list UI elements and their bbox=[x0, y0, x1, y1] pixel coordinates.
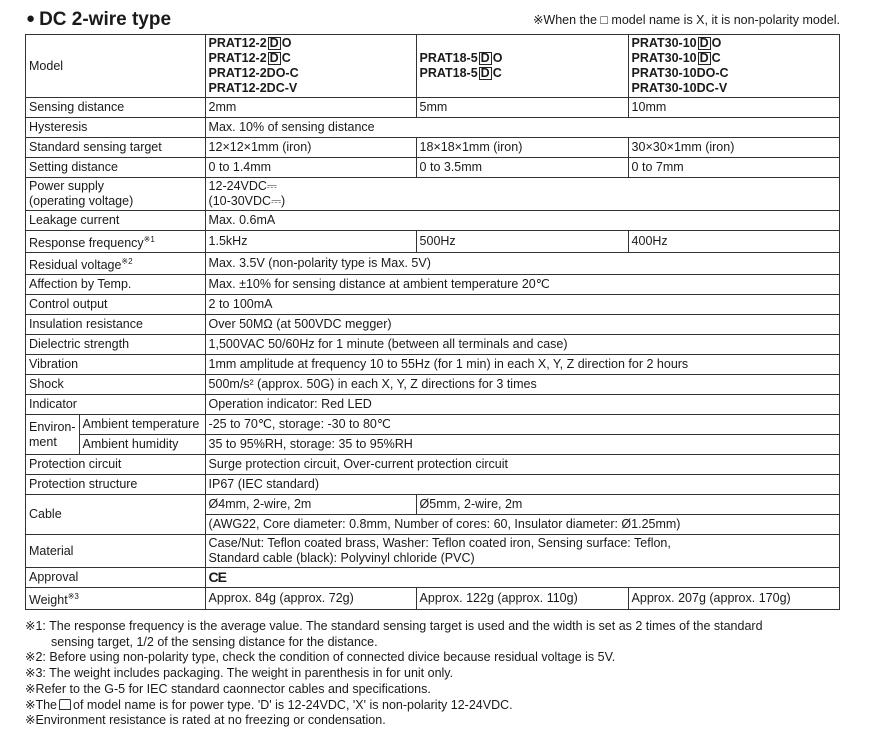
footnote: ※Refer to the G-5 for IEC standard caonnector cables and specifications. bbox=[25, 681, 431, 696]
ce-mark-icon: CE bbox=[208, 568, 226, 585]
section-title-text: DC 2-wire type bbox=[39, 9, 172, 30]
row-label: Cable bbox=[26, 495, 206, 535]
cell: Max. ±10% for sensing distance at ambient temperature 20℃ bbox=[205, 275, 839, 295]
cell-line: 12-24VDC⎓ bbox=[208, 179, 277, 193]
cell: 10mm bbox=[628, 98, 839, 118]
row-label: Vibration bbox=[26, 355, 206, 375]
footnote-text: ※The bbox=[25, 697, 58, 712]
boxed-letter: D bbox=[269, 36, 279, 50]
row-label: Sensing distance bbox=[26, 98, 206, 118]
boxed-letter: D bbox=[699, 36, 709, 50]
model-name: PRAT12-2DC-V bbox=[208, 81, 298, 95]
table-row bbox=[26, 315, 840, 335]
cell: (AWG22, Core diameter: 0.8mm, Number of cores: 60, Insulator diameter: Ø1.25mm) bbox=[205, 515, 839, 535]
row-label-line: Environ- bbox=[29, 419, 76, 434]
cell: Max. 3.5V (non-polarity type is Max. 5V) bbox=[205, 253, 839, 275]
power-type-box-icon bbox=[59, 699, 71, 710]
table-row bbox=[26, 35, 840, 98]
cell: 0 to 3.5mm bbox=[416, 158, 628, 178]
row-label: Shock bbox=[26, 375, 206, 395]
table-row bbox=[26, 355, 840, 375]
model-name: PRAT18-5 D O bbox=[419, 51, 503, 65]
table-row bbox=[26, 535, 840, 568]
cell: -25 to 70℃, storage: -30 to 80℃ bbox=[205, 415, 839, 435]
model-name: PRAT12-2 D C bbox=[208, 51, 291, 65]
footnote: ※2: Before using non-polarity type, check the condition of connected divice because residual voltage is 5V. bbox=[25, 650, 616, 665]
cell: 1.5kHz bbox=[205, 231, 416, 253]
table-row bbox=[26, 335, 840, 355]
row-label: Indicator bbox=[26, 395, 206, 415]
cell: 12×12×1mm (iron) bbox=[205, 138, 416, 158]
footnote-mark: ※2 bbox=[121, 257, 133, 266]
row-label: Setting distance bbox=[26, 158, 206, 178]
row-label-line: ment bbox=[29, 434, 57, 449]
row-label: Approval bbox=[26, 568, 206, 588]
cell: 30×30×1mm (iron) bbox=[628, 138, 839, 158]
row-label: Material bbox=[26, 535, 206, 568]
cell: Ø5mm, 2-wire, 2m bbox=[416, 495, 839, 515]
row-label-text: Response frequency bbox=[29, 236, 144, 250]
footnote: ※1: The response frequency is the average value. The standard sensing target is used and the width is set as 2 times of the standard bbox=[25, 619, 763, 633]
footnote bbox=[25, 698, 845, 714]
table-row bbox=[26, 211, 840, 231]
footnote: ※Environment resistance is rated at no freezing or condensation. bbox=[25, 713, 386, 728]
table-row bbox=[26, 588, 840, 610]
footnote-mark: ※1 bbox=[143, 235, 155, 244]
row-label bbox=[26, 178, 206, 211]
model-name: PRAT30-10 D O bbox=[631, 36, 722, 50]
footnote: ※3: The weight includes packaging. The weight in parenthesis in for unit only. bbox=[25, 666, 454, 681]
cell bbox=[205, 535, 839, 568]
boxed-letter: D bbox=[480, 51, 490, 65]
row-label: Dielectric strength bbox=[26, 335, 206, 355]
table-row bbox=[26, 435, 840, 455]
sub-label: Ambient temperature bbox=[79, 415, 205, 435]
model-name: PRAT30-10DO-C bbox=[631, 66, 729, 80]
cell: 500m/s² (approx. 50G) in each X, Y, Z directions for 3 times bbox=[205, 375, 839, 395]
row-label bbox=[26, 415, 80, 455]
cell: 1mm amplitude at frequency 10 to 55Hz (for 1 min) in each X, Y, Z direction for 2 hours bbox=[205, 355, 839, 375]
model-name: PRAT30-10 D C bbox=[631, 51, 721, 65]
spec-table bbox=[25, 34, 840, 610]
table-row bbox=[26, 98, 840, 118]
cell: 1,500VAC 50/60Hz for 1 minute (between all terminals and case) bbox=[205, 335, 839, 355]
section-title bbox=[26, 9, 171, 31]
cell: 400Hz bbox=[628, 231, 839, 253]
cell: Max. 10% of sensing distance bbox=[205, 118, 839, 138]
cell: Surge protection circuit, Over-current protection circuit bbox=[205, 455, 839, 475]
cell-line: Standard cable (black): Polyvinyl chloride (PVC) bbox=[208, 551, 475, 565]
bullet-icon: ● bbox=[26, 10, 36, 27]
model-col-1 bbox=[205, 35, 416, 98]
table-row bbox=[26, 158, 840, 178]
table-row bbox=[26, 455, 840, 475]
cell: Approx. 84g (approx. 72g) bbox=[205, 588, 416, 610]
row-label: Standard sensing target bbox=[26, 138, 206, 158]
cell: 18×18×1mm (iron) bbox=[416, 138, 628, 158]
cell bbox=[205, 178, 839, 211]
cell: Max. 0.6mA bbox=[205, 211, 839, 231]
footnotes bbox=[25, 619, 845, 729]
row-label-text: Residual voltage bbox=[29, 258, 122, 272]
model-name: PRAT18-5 D C bbox=[419, 66, 502, 80]
row-label: Model bbox=[26, 35, 206, 98]
model-col-3 bbox=[628, 35, 839, 98]
table-row bbox=[26, 178, 840, 211]
boxed-letter: D bbox=[480, 66, 490, 80]
row-label-line: Power supply bbox=[29, 179, 105, 193]
row-label bbox=[26, 253, 206, 275]
row-label: Hysteresis bbox=[26, 118, 206, 138]
table-row bbox=[26, 118, 840, 138]
table-row bbox=[26, 568, 840, 588]
cell: Ø4mm, 2-wire, 2m bbox=[205, 495, 416, 515]
cell: 2mm bbox=[205, 98, 416, 118]
cell: Approx. 122g (approx. 110g) bbox=[416, 588, 628, 610]
cell bbox=[205, 568, 839, 588]
model-name: PRAT30-10DC-V bbox=[631, 81, 728, 95]
table-row bbox=[26, 375, 840, 395]
table-row bbox=[26, 495, 840, 515]
table-row bbox=[26, 415, 840, 435]
cell: 2 to 100mA bbox=[205, 295, 839, 315]
cell: Over 50MΩ (at 500VDC megger) bbox=[205, 315, 839, 335]
row-label bbox=[26, 588, 206, 610]
cell: 500Hz bbox=[416, 231, 628, 253]
table-row bbox=[26, 475, 840, 495]
sub-label: Ambient humidity bbox=[79, 435, 205, 455]
cell: 35 to 95%RH, storage: 35 to 95%RH bbox=[205, 435, 839, 455]
boxed-letter: D bbox=[269, 51, 279, 65]
row-label: Affection by Temp. bbox=[26, 275, 206, 295]
table-row bbox=[26, 253, 840, 275]
row-label: Control output bbox=[26, 295, 206, 315]
footnote-text: of model name is for power type. 'D' is 12-24VDC, 'X' is non-polarity 12-24VDC. bbox=[73, 697, 513, 712]
cell: Operation indicator: Red LED bbox=[205, 395, 839, 415]
table-row bbox=[26, 295, 840, 315]
cell: IP67 (IEC standard) bbox=[205, 475, 839, 495]
table-row bbox=[26, 395, 840, 415]
row-label-text: Weight bbox=[29, 593, 68, 607]
cell: 0 to 1.4mm bbox=[205, 158, 416, 178]
cell: 0 to 7mm bbox=[628, 158, 839, 178]
table-row bbox=[26, 275, 840, 295]
row-label: Leakage current bbox=[26, 211, 206, 231]
boxed-letter: D bbox=[699, 51, 709, 65]
cell-line: Case/Nut: Teflon coated brass, Washer: Teflon coated iron, Sensing surface: Teflon, bbox=[208, 536, 671, 550]
row-label bbox=[26, 231, 206, 253]
model-name: PRAT12-2 D O bbox=[208, 36, 292, 50]
cell-line: (10-30VDC⎓) bbox=[208, 194, 286, 208]
table-row bbox=[26, 231, 840, 253]
footnote-mark: ※3 bbox=[67, 592, 79, 601]
cell: 5mm bbox=[416, 98, 628, 118]
row-label-line: (operating voltage) bbox=[29, 194, 134, 208]
row-label: Insulation resistance bbox=[26, 315, 206, 335]
row-label: Protection structure bbox=[26, 475, 206, 495]
row-label: Protection circuit bbox=[26, 455, 206, 475]
footnote: sensing target, 1/2 of the sensing distance for the distance. bbox=[51, 634, 378, 649]
cell: Approx. 207g (approx. 170g) bbox=[628, 588, 839, 610]
model-name: PRAT12-2DO-C bbox=[208, 66, 299, 80]
top-note: ※When the □ model name is X, it is non-polarity model. bbox=[532, 13, 840, 27]
model-col-2 bbox=[416, 35, 628, 98]
table-row bbox=[26, 138, 840, 158]
